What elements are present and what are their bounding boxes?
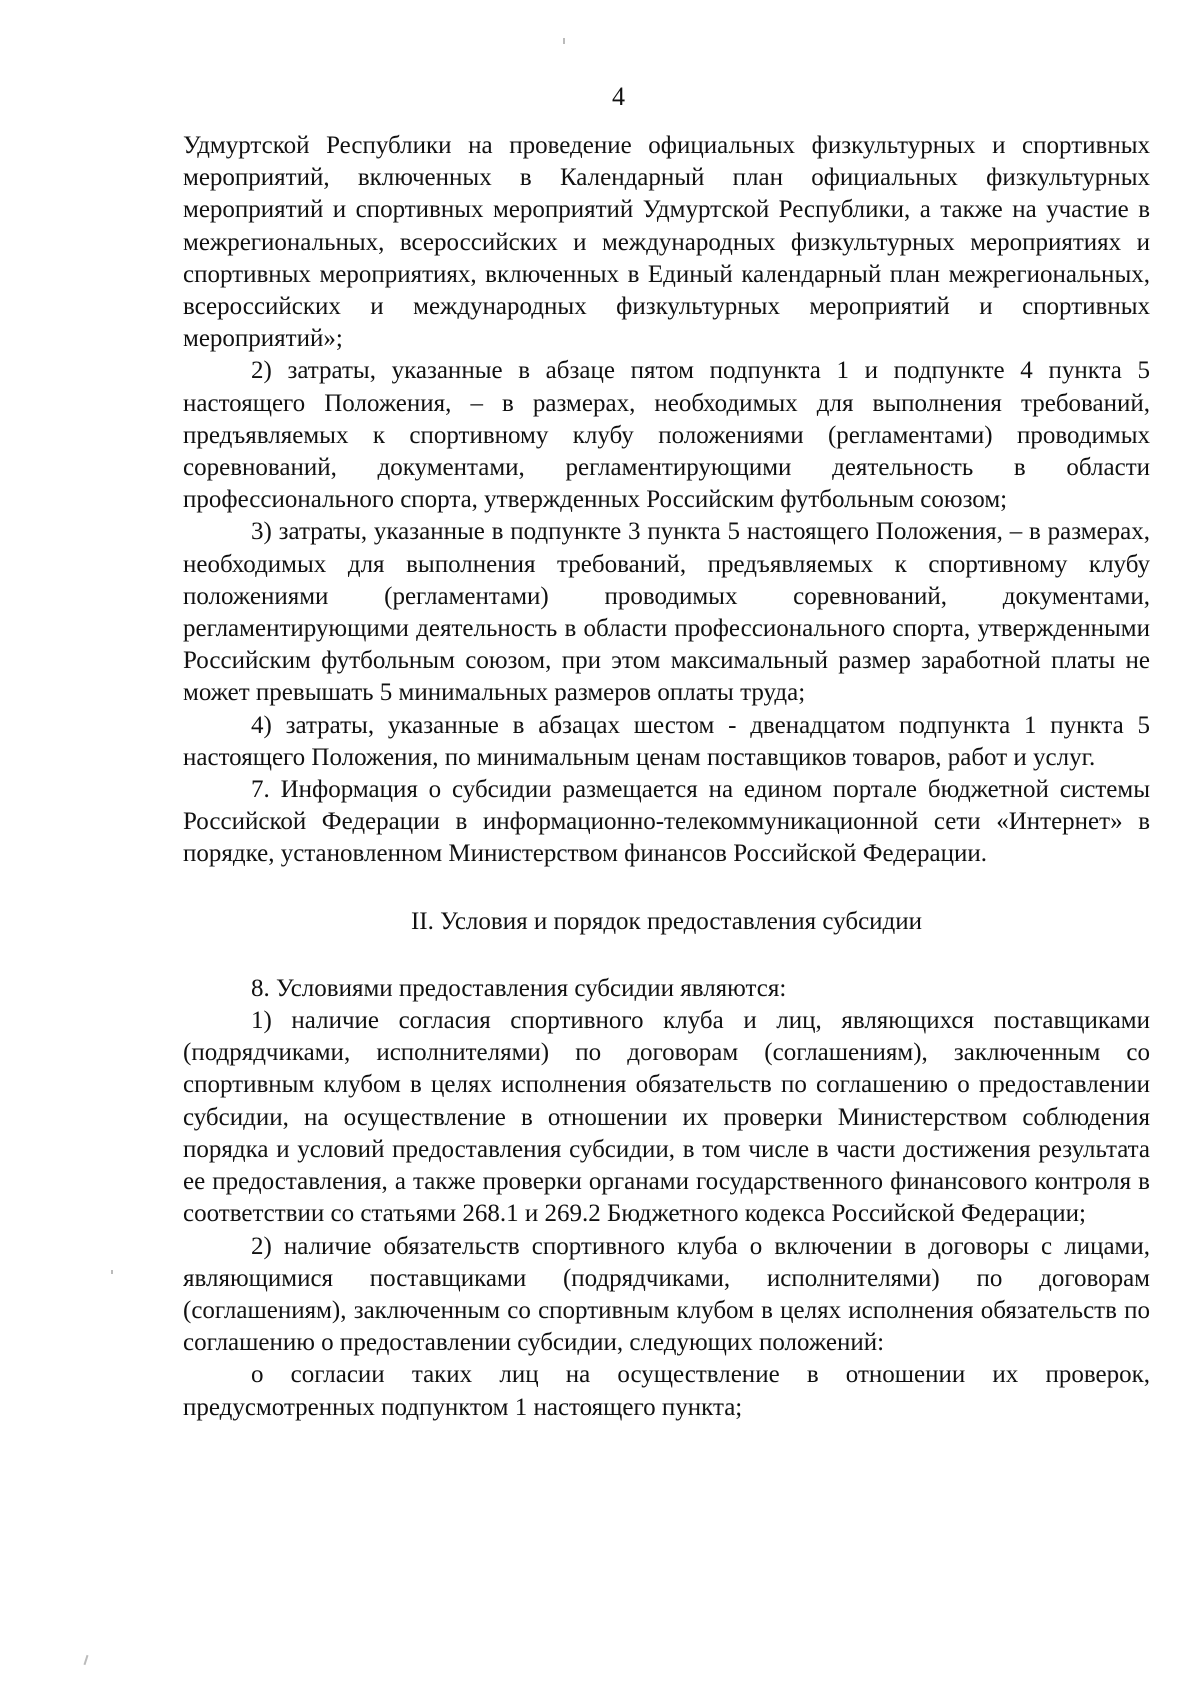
paragraph-item-4: 4) затраты, указанные в абзацах шестом - двенадцатом подпункта 1 пункта 5 настоящего Положения, по минимальным ценам поставщиков товаров, работ и услуг. bbox=[183, 711, 1150, 771]
scan-mark bbox=[563, 38, 565, 44]
paragraph-item-3: 3) затраты, указанные в подпункте 3 пункта 5 настоящего Положения, – в размерах, необходимых для выполнения требований, предъявляемых к спортивному клубу положениями (регламентами) проводимых соревнований, документами, регламентирующими деятельность в области профессионального спорта, утвержденными Российским футбольным союзом, при этом максимальный размер заработной платы не может превышать 5 минимальных размеров оплаты труда; bbox=[183, 518, 1150, 707]
document-body bbox=[183, 130, 1150, 1424]
section-heading: II. Условия и порядок предоставления субсидии bbox=[410, 907, 923, 935]
paragraph-continuation: Удмуртской Республики на проведение официальных физкультурных и спортивных мероприятий, включенных в Календарный план официальных физкультурных мероприятий и спортивных мероприятий Удмуртской Республики, а также на участие в межрегиональных, всероссийских и международных физкультурных мероприятиях и спортивных мероприятиях, включенных в Единый календарный план межрегиональных, всероссийских и международных физкультурных мероприятий и спортивных мероприятий»; bbox=[183, 132, 1150, 353]
paragraph-condition-1: 1) наличие согласия спортивного клуба и лиц, являющихся поставщиками (подрядчиками, исполнителями) по договорам (соглашениям), заключенным со спортивным клубом в целях исполнения обязательств по соглашению о предоставлении субсидии, на осуществление в отношении их проверки Министерством соблюдения порядка и условий предоставления субсидии, в том числе в части достижения результата ее предоставления, а также проверки органами государственного финансового контроля в соответствии со статьями 268.1 и 269.2 Бюджетного кодекса Российской Федерации; bbox=[183, 1007, 1150, 1228]
scan-mark bbox=[84, 1655, 89, 1665]
paragraph-clause-7: 7. Информация о субсидии размещается на едином портале бюджетной системы Российской Федерации в информационно-телекоммуникационной сети «Интернет» в порядке, установленном Министерством финансов Российской Федерации. bbox=[183, 776, 1150, 868]
page-number: 4 bbox=[612, 82, 625, 111]
paragraph-item-2: 2) затраты, указанные в абзаце пятом подпункта 1 и подпункте 4 пункта 5 настоящего Положения, – в размерах, необходимых для выполнения требований, предъявляемых к спортивному клубу положениями (регламентами) проводимых соревнований, документами, регламентирующими деятельность в области профессионального спорта, утвержденных Российским футбольным союзом; bbox=[183, 357, 1150, 514]
scan-mark bbox=[111, 1270, 113, 1274]
paragraph-condition-2: 2) наличие обязательств спортивного клуба о включении в договоры с лицами, являющимися поставщиками (подрядчиками, исполнителями) по договорам (соглашениям), заключенным со спортивным клубом в целях исполнения обязательств по соглашению о предоставлении субсидии, следующих положений: bbox=[183, 1232, 1150, 1357]
paragraph-consent: о согласии таких лиц на осуществление в отношении их проверок, предусмотренных подпунктом 1 настоящего пункта; bbox=[183, 1361, 1150, 1421]
paragraph-clause-8: 8. Условиями предоставления субсидии являются: bbox=[251, 974, 787, 1002]
